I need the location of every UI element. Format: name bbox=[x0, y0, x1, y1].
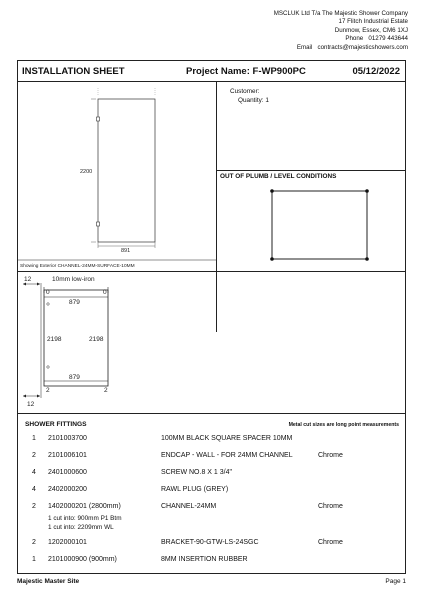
item-code: 2402000200 bbox=[48, 486, 87, 493]
customer-label: Customer: bbox=[230, 88, 260, 95]
item-cut-note-2: 1 cut into: 2209mm WL bbox=[48, 524, 114, 531]
quantity-label: Quantity: bbox=[238, 97, 264, 104]
glass-spec-label: 10mm low-iron bbox=[52, 276, 95, 283]
left-height-label: 2198 bbox=[47, 336, 62, 343]
item-desc: SCREW NO.8 X 1 3/4" bbox=[161, 469, 232, 476]
elevation-height-label: 2200 bbox=[80, 169, 93, 175]
item-code: 2401000600 bbox=[48, 469, 87, 476]
footer-page: Page 1 bbox=[385, 578, 406, 585]
item-code: 2101000900 (900mm) bbox=[48, 556, 117, 563]
hole-top bbox=[47, 303, 49, 305]
company-address-2: Dunmow, Essex, CM6 1XJ bbox=[334, 26, 408, 34]
item-finish: Chrome bbox=[318, 503, 343, 510]
item-code: 1202000101 bbox=[48, 539, 87, 546]
footer-site: Majestic Master Site bbox=[17, 578, 80, 585]
email-address[interactable]: contracts@majesticshowers.com bbox=[317, 43, 408, 51]
top-width-label: 879 bbox=[69, 299, 80, 306]
plumb-diagram bbox=[217, 181, 405, 271]
item-code: 1402000201 (2800mm) bbox=[48, 503, 121, 510]
corner-tl-label: 0 bbox=[46, 289, 50, 296]
item-qty: 4 bbox=[32, 469, 36, 476]
item-desc: ENDCAP - WALL - FOR 24MM CHANNEL bbox=[161, 452, 293, 459]
item-qty: 1 bbox=[32, 435, 36, 442]
item-code: 2101006101 bbox=[48, 452, 87, 459]
section-divider bbox=[18, 271, 405, 272]
plumb-corner-tl bbox=[270, 189, 274, 193]
plumb-corner-br bbox=[365, 257, 369, 261]
item-qty: 2 bbox=[32, 539, 36, 546]
hole-bottom bbox=[47, 366, 49, 368]
item-qty: 2 bbox=[32, 452, 36, 459]
item-code: 2101003700 bbox=[48, 435, 87, 442]
item-desc: 8MM INSERTION RUBBER bbox=[161, 556, 248, 563]
fittings-title: SHOWER FITTINGS bbox=[25, 421, 87, 428]
company-phone bbox=[274, 35, 408, 43]
fittings-divider bbox=[18, 413, 405, 414]
hinge-top bbox=[97, 117, 100, 121]
item-cut-note-1: 1 cut into: 900mm P1 Btm bbox=[48, 515, 122, 522]
corner-tr-label: 0 bbox=[103, 289, 107, 296]
elevation-width-label: 891 bbox=[121, 248, 131, 254]
item-finish: Chrome bbox=[318, 452, 343, 459]
project-name: Project Name: F-WP900PC bbox=[186, 66, 306, 77]
bottom-width-label: 879 bbox=[69, 374, 80, 381]
glass-detail-drawing bbox=[18, 273, 148, 411]
plumb-corner-tr bbox=[365, 189, 369, 193]
quantity-value: 1 bbox=[265, 97, 269, 104]
installation-sheet bbox=[17, 60, 406, 574]
glass-panel-outline bbox=[98, 99, 155, 242]
offset-top-label: 12 bbox=[24, 276, 32, 283]
company-address-1: 17 Flitch Industrial Estate bbox=[338, 18, 408, 26]
item-finish: Chrome bbox=[318, 539, 343, 546]
sheet-title: INSTALLATION SHEET bbox=[22, 66, 125, 77]
item-desc: BRACKET-90-GTW-LS-24SGC bbox=[161, 539, 259, 546]
corner-bl-label: 2 bbox=[46, 387, 50, 394]
sheet-date: 05/12/2022 bbox=[352, 66, 400, 77]
customer-block bbox=[230, 87, 269, 105]
item-qty: 2 bbox=[32, 503, 36, 510]
quantity-line bbox=[230, 96, 269, 105]
right-height-label: 2198 bbox=[89, 336, 104, 343]
plumb-title: OUT OF PLUMB / LEVEL CONDITIONS bbox=[220, 173, 337, 180]
item-qty: 4 bbox=[32, 486, 36, 493]
email-label: Email bbox=[296, 43, 313, 51]
item-desc: 100MM BLACK SQUARE SPACER 10MM bbox=[161, 435, 293, 442]
company-email bbox=[274, 44, 408, 52]
phone-number: 01279 443644 bbox=[368, 35, 408, 43]
company-name: MSCLUK Ltd T/a The Majestic Shower Company bbox=[273, 10, 408, 17]
plumb-divider bbox=[217, 170, 405, 171]
fittings-note: Metal cut sizes are long point measurements bbox=[288, 422, 399, 428]
company-address-block bbox=[274, 10, 408, 52]
item-desc: RAWL PLUG (GREY) bbox=[161, 486, 229, 493]
plumb-corner-bl bbox=[270, 257, 274, 261]
hinge-bottom bbox=[97, 222, 100, 226]
sheet-header bbox=[18, 61, 405, 82]
offset-bottom-label: 12 bbox=[27, 401, 35, 408]
elevation-caption: Showing Exterior CHANNEL-24MM-SURFACE-10MM bbox=[20, 264, 135, 269]
item-qty: 1 bbox=[32, 556, 36, 563]
corner-br-label: 2 bbox=[104, 387, 108, 394]
item-desc: CHANNEL-24MM bbox=[161, 503, 217, 510]
phone-label: Phone bbox=[345, 35, 364, 43]
